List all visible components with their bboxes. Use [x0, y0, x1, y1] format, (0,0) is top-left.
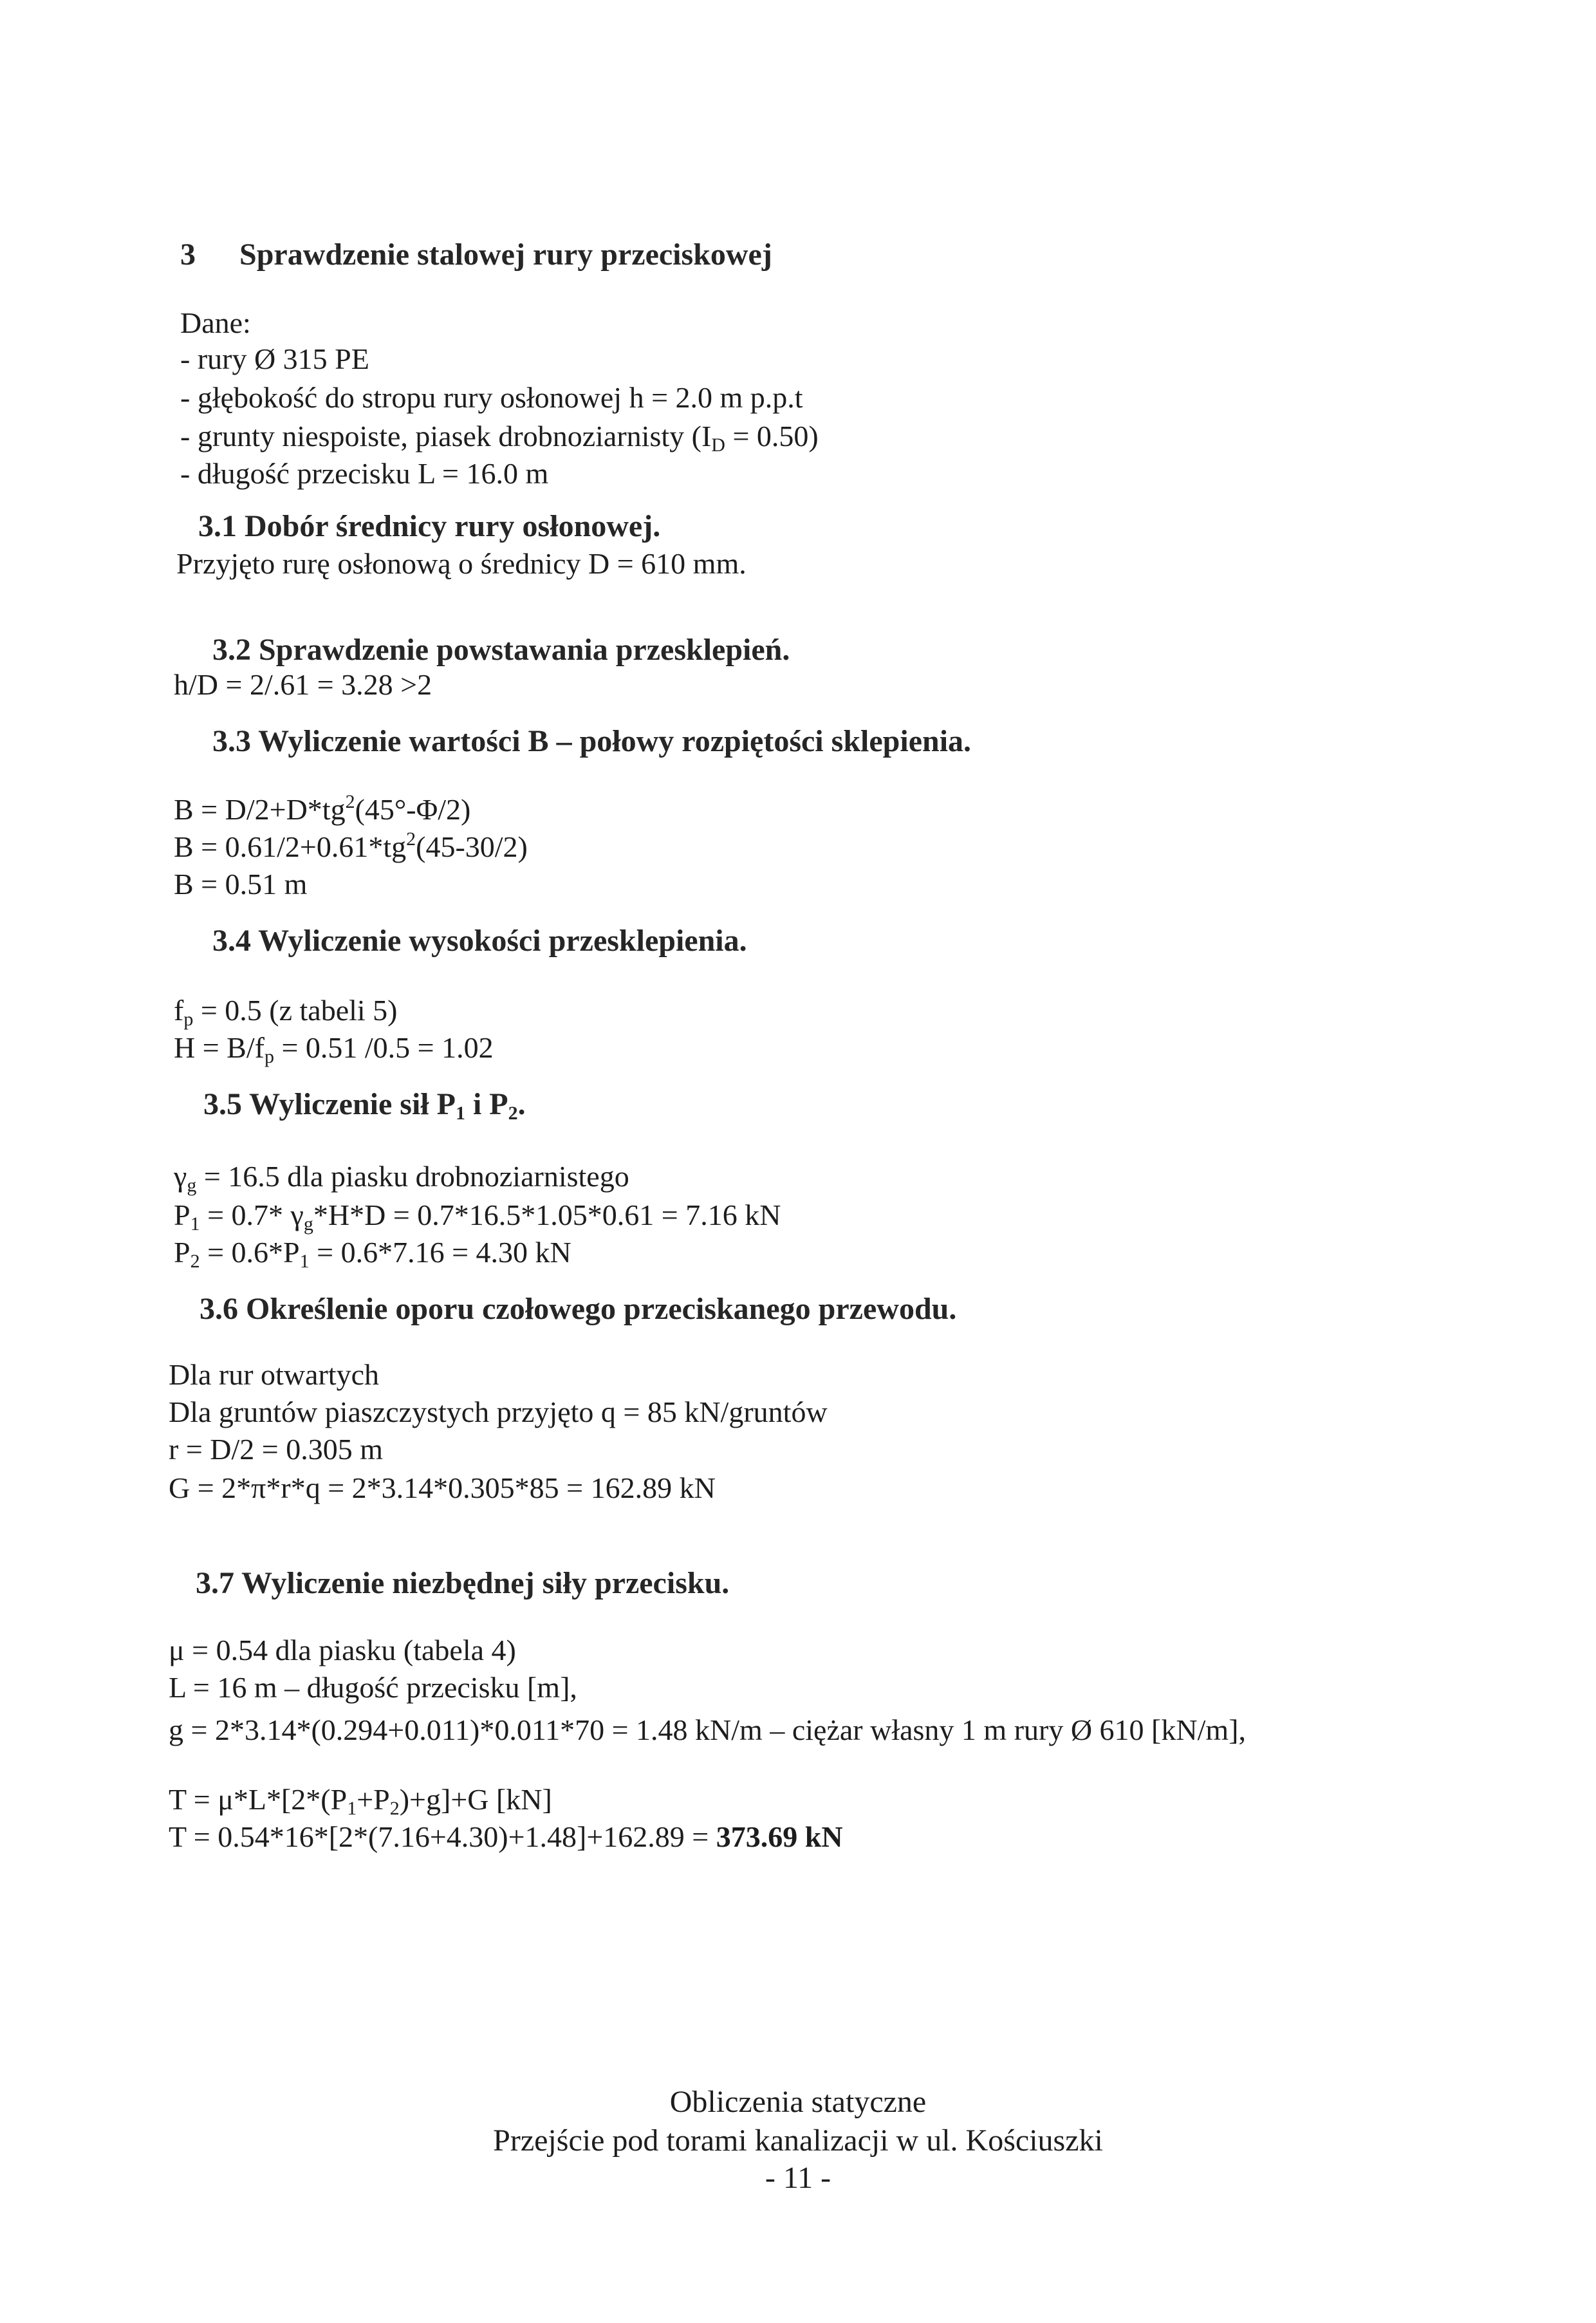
section-3-6-line-2: Dla gruntów piaszczystych przyjęto q = 85 kN/gruntów — [169, 1395, 828, 1428]
footer-title: Obliczenia statyczne — [669, 2085, 927, 2119]
formula-b-values: $B = 0.61/2+0.61*tg^2(45-30/2)$ — [174, 828, 528, 863]
footer-subtitle: Przejście pod torami kanalizacji w ul. Kościuszki — [493, 2123, 1103, 2158]
given-item-depth: - głębokość do stropu rury osłonowej h = 2.0 m p.p.t — [180, 381, 803, 414]
chapter-heading — [180, 237, 772, 273]
section-3-6-line-3: r = D/2 = 0.305 m — [169, 1433, 383, 1466]
section-3-2-text: h/D = 2/.61 = 3.28 >2 — [174, 668, 432, 701]
section-3-7-mu: μ = 0.54 dla piasku (tabela 4) — [169, 1634, 516, 1666]
given-item-pipe: - rury Ø 315 PE — [180, 342, 369, 375]
formula-t-values: T = 0.54*16*[2*(7.16+4.30)+1.48]+162.89 = 373.69 kN — [169, 1820, 843, 1853]
section-3-5-title: 3.5 Wyliczenie sił $P_1$ i $P_2$. — [203, 1087, 526, 1124]
section-3-2-title: 3.2 Sprawdzenie powstawania przesklepień. — [212, 633, 790, 667]
given-item-length: - długość przecisku L = 16.0 m — [180, 457, 549, 490]
formula-p1: $P_1 = 0.7*$ $\gamma_g*H*D = 0.7*16.5*1.05*0.61 = 7.16$ kN — [174, 1199, 781, 1235]
formula-h: $H = B/f_p = 0.51$ /0.5 = 1.02 — [174, 1031, 494, 1067]
section-3-6-line-1: Dla rur otwartych — [169, 1358, 379, 1391]
section-3-7-weight: g = 2*3.14*(0.294+0.011)*0.011*70 = 1.48 kN/m – ciężar własny 1 m rury Ø 610 [kN/m], — [169, 1713, 1246, 1746]
chapter-number: 3 — [180, 238, 196, 272]
page-number: - 11 - — [765, 2161, 831, 2195]
section-3-6-title: 3.6 Określenie oporu czołowego przeciskanego przewodu. — [200, 1292, 957, 1326]
formula-gamma: $\gamma_g = 16.5$ dla piasku drobnoziarnistego — [174, 1160, 629, 1196]
section-3-4-title: 3.4 Wyliczenie wysokości przesklepienia. — [212, 924, 747, 958]
section-3-7-title: 3.7 Wyliczenie niezbędnej siły przecisku. — [196, 1566, 730, 1600]
formula-p2: $P_2 = 0.6*P_1 = 0.6*7.16 = 4.30$ kN — [174, 1236, 571, 1272]
chapter-title: Sprawdzenie stalowej rury przeciskowej — [239, 238, 772, 272]
formula-b-result: B = 0.51 m — [174, 868, 308, 900]
section-3-1-title: 3.1 Dobór średnicy rury osłonowej. — [198, 509, 661, 543]
section-3-3-title: 3.3 Wyliczenie wartości B – połowy rozpiętości sklepienia. — [212, 724, 972, 758]
formula-b-general: $B = D/2+D*tg^2(45^\circ-\Phi/2)$ — [174, 791, 471, 826]
section-3-7-length: L = 16 m – długość przecisku [m], — [169, 1671, 577, 1704]
formula-t-general: $T = \mu*L*[2*(P_1+P_2)+g]+G$ [kN] — [169, 1783, 552, 1819]
given-label: Dane: — [180, 306, 251, 339]
final-result: 373.69 kN — [716, 1820, 843, 1853]
given-item-soil: - grunty niespoiste, piasek drobnoziarnisty $(I_D = 0.50)$ — [180, 420, 819, 456]
section-3-1-text: Przyjęto rurę osłonową o średnicy D = 610 mm. — [176, 547, 747, 580]
formula-fp: $f_p = 0.5$ (z tabeli 5) — [174, 994, 398, 1030]
section-3-6-line-4: G = 2*π*r*q = 2*3.14*0.305*85 = 162.89 kN — [169, 1471, 716, 1504]
